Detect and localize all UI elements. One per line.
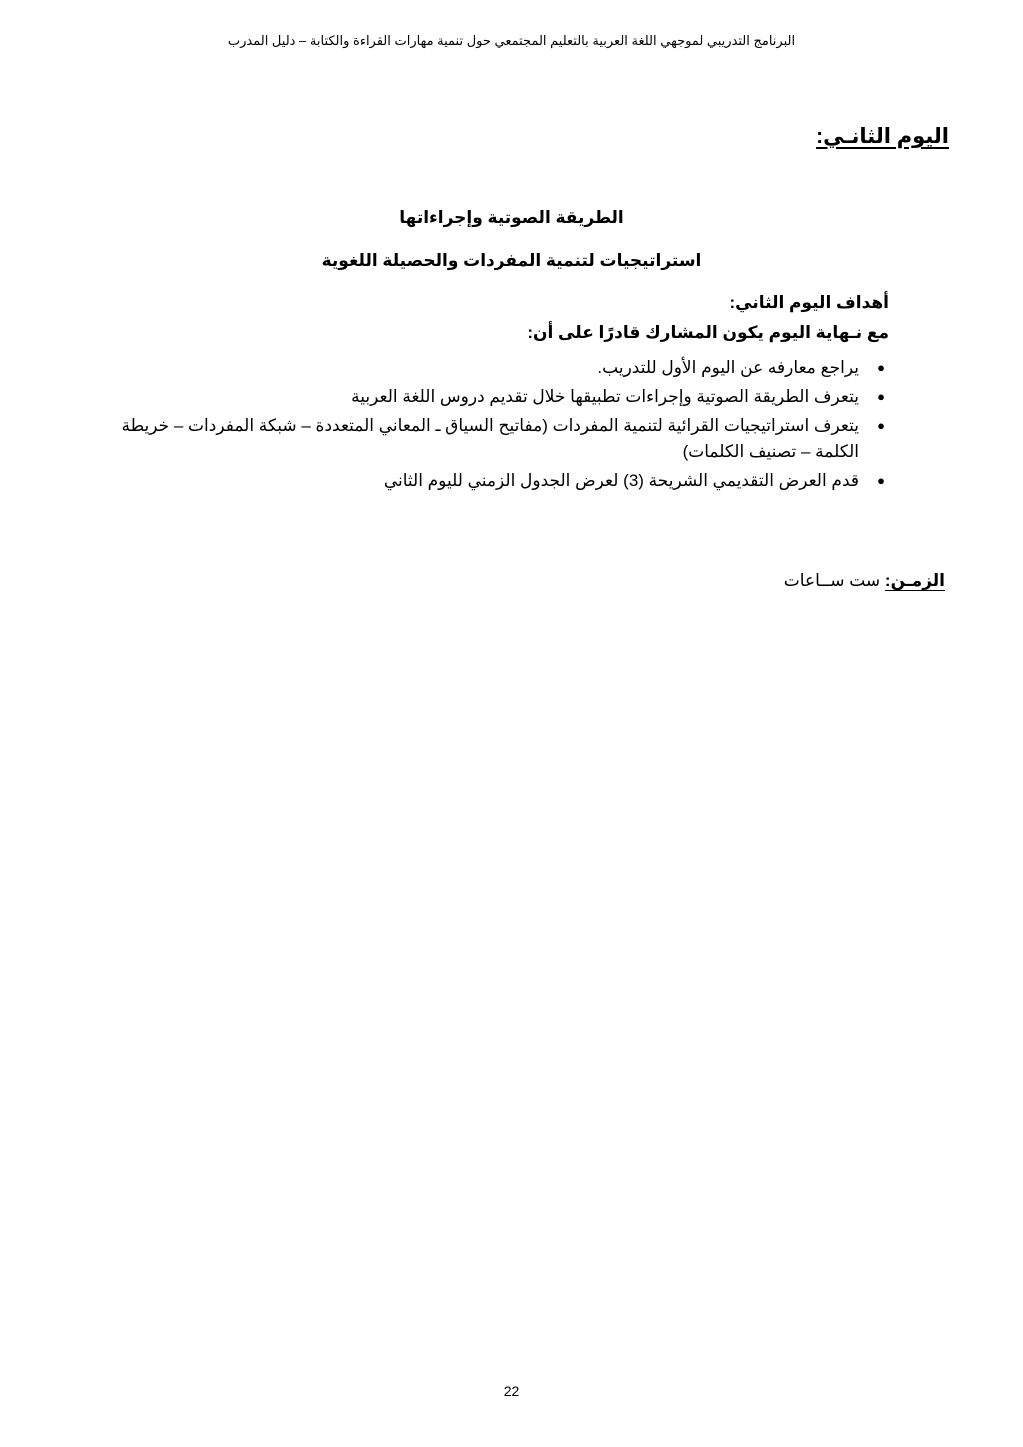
bullet-icon: ● [877,389,885,404]
main-heading: الطريقة الصوتية وإجراءاتها [399,208,624,227]
objectives-intro: مع نـهاية اليوم يكون المشارك قادرًا على أن: [527,323,889,342]
day-title: اليوم الثانـي: [816,125,949,148]
objectives-list [99,355,889,497]
bullet-icon: ● [877,418,885,433]
objective-text: يتعرف الطريقة الصوتية وإجراءات تطبيقها خلال تقديم دروس اللغة العربية [351,387,859,406]
duration-value: ست ســاعات [783,571,881,590]
bullet-icon: ● [877,360,885,375]
page-number: 22 [503,1383,520,1399]
objectives-heading: أهداف اليوم الثاني: [729,293,889,312]
list-item [99,355,889,381]
duration-line [784,571,945,591]
list-item [99,384,889,410]
objective-text: قدم العرض التقديمي الشريحة (3) لعرض الجدول الزمني لليوم الثاني [383,471,859,490]
list-item [99,468,889,494]
duration-label: الزمـن: [884,571,945,590]
running-header: البرنامج التدريبي لموجهي اللغة العربية بالتعليم المجتمعي حول تنمية مهارات القراءة والكتابة – دليل المدرب [227,33,796,48]
bullet-icon: ● [877,473,885,488]
objective-text: يراجع معارفه عن اليوم الأول للتدريب. [597,358,859,377]
sub-heading: استراتيجيات لتنمية المفردات والحصيلة اللغوية [321,251,702,270]
objective-text: يتعرف استراتيجيات القرائية لتنمية المفردات (مفاتيح السياق ـ المعاني المتعددة – شبكة المفردات – خريطة الكلمة – تصنيف الكلمات) [121,416,859,461]
list-item [99,413,889,465]
